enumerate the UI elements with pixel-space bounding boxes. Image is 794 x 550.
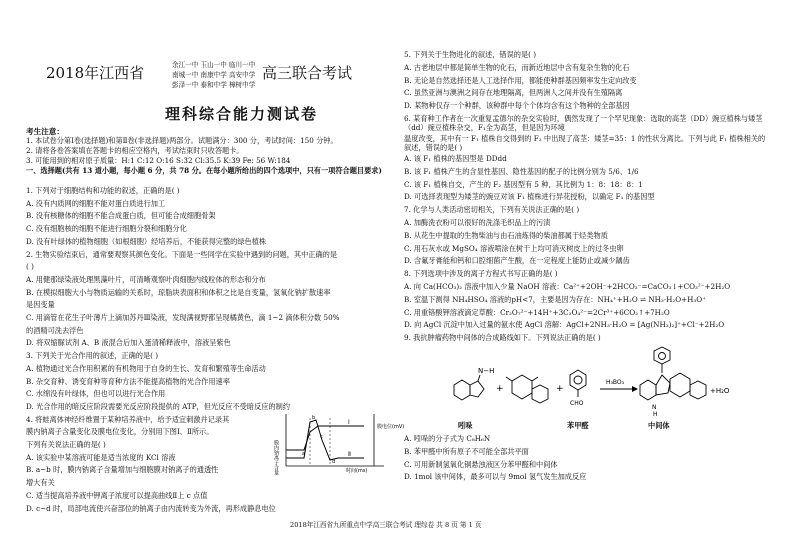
question-line: D. 光合作用的暗反应阶段需要光反应阶段提供的 ATP，但光反应不受暗反应的制约 [26, 401, 290, 411]
svg-text:H: H [653, 411, 658, 418]
point-a: a [302, 451, 306, 457]
question-line: B. a~b 时，膜内钠离子含量增加与细胞膜对钠离子的通透性 [26, 465, 219, 475]
question-line: A. 向 Ca(HCO₃)₂ 溶液中加入少量 NaOH 溶液：Ca²⁺+2OH⁻+2HCO₃⁻=CaCO₃↓+CO₃²⁻+2H₂O [404, 282, 731, 291]
question-line: D. 某物种仅存一个种群，该种群中每个个体均含有这个物种的全部基因 [404, 101, 630, 111]
plus-sign: + [556, 384, 564, 394]
question-line: A. 加酶洗衣粉可以很好的洗涤毛织品上的污渍 [404, 218, 551, 227]
school-row: 彭泽一中 泰和中学 樟树中学 [172, 81, 256, 89]
reaction-scheme [440, 345, 740, 425]
section-heading: 一、选择题(共有 13 道小题，每小题 6 分，共 78 分。在每小题所给出的四个选项中，只有一项符合题目要求) [26, 166, 382, 175]
question-line: C. 用石灰水或 MgSO₄ 溶液喷涂在树干上均可消灭树皮上的过冬虫卵 [404, 243, 624, 253]
intermediate-structure [640, 347, 706, 400]
question-line: B. 无论是自然选择还是人工选择作用，都能使种群基因频率发生定向改变 [404, 75, 637, 85]
question-line: A. 该 F₁ 植株的基因型是 DDdd [404, 154, 507, 163]
exam-subtitle: 理科综合能力测试卷 [165, 105, 319, 123]
question-line: D. 可选择表现型为矮茎的豌豆对该 F₁ 植株进行异花授粉，以确定 F₁ 的基因型 [404, 192, 655, 202]
curve-I-label: Ⅰ [348, 419, 350, 426]
question-line: A. 没有内质网的细胞不能对蛋白质进行加工 [26, 198, 166, 208]
question-line: B. 杂交育种、诱变育种等育种方法不能提高植物的光合作用速率 [26, 376, 230, 386]
question-line: 2. 生物实验结束后，通常要观察其颜色变化。下面是一些同学在实验中遇到的问题，其中正确的是 [26, 249, 338, 259]
notice-heading: 考生注意： [26, 127, 64, 136]
question-line: 是因变量 [26, 300, 55, 310]
question-line: C. 可用新制氢氧化铜悬浊液区分苯甲醛和中间体 [404, 459, 558, 469]
dioxane-structure [506, 375, 548, 403]
nh-label: N−H [478, 367, 495, 375]
point-b: b [312, 415, 316, 421]
curve-II-label: Ⅱ [348, 451, 351, 458]
question-line: B. 室温下测得 NH₄HSO₄ 溶液的pH<7，主要是因为存在：NH₄⁺+H₂O ⇌ NH₃·H₂O+H₃O⁺ [404, 294, 706, 304]
question-line: C. 该 F₁ 植株自交，产生的 F₂ 基因型有 5 种，其比例为 1：8：18：8：1 [404, 179, 643, 189]
school-row: 南城一中 南康中学 高安中学 [172, 71, 256, 79]
plus-sign: + [496, 384, 504, 394]
notice-item: 2. 请将各卷答案填在答题卡的相应空格内，考试结束时只收答题卡。 [26, 146, 244, 155]
question-line: A. 植物通过光合作用积累的有机物用于自身的生长、发育和繁殖等生命活动 [26, 363, 266, 373]
title-left: 2018年江西省 [46, 64, 145, 82]
question-line: B. 没有核糖体的细胞不能合成蛋白质，但可能合成细胞骨架 [26, 211, 216, 221]
water-label: +H₂O [710, 387, 730, 395]
question-line: 4. 将蛙离体神经纤维置于某种培养液中，给予适宜刺激并记录其 [26, 414, 230, 424]
membrane-potential-figure [273, 410, 405, 475]
question-line: C. 适当提高培养液中钾离子浓度可以提高曲线Ⅱ上 c 点值 [26, 490, 208, 500]
x-axis-label: 时间(ms) [346, 468, 368, 474]
question-line: D. 含氟牙膏能和钙和口腔细菌产生酸，在一定程度上能防止或减少龋齿 [404, 256, 630, 266]
point-d: d [332, 459, 336, 465]
benzaldehyde-structure [570, 370, 586, 397]
question-line: 6. 某育种工作者在一次重复孟德尔的杂交实验时，偶然发现了一个罕见现象：选取的高茎（DD）豌豆植株与矮茎（dd）豌豆植株杂交，F₁全为高茎，但是因为环境 [404, 114, 763, 132]
question-line: C. 用重铬酸钾溶液滴定草酸：Cr₂O₇²⁻+14H⁺+3C₂O₄²⁻=2Cr³⁺+6CO₂↑+7H₂O [404, 307, 670, 317]
cho-label: CHO [570, 400, 584, 407]
benzaldehyde-label: 苯甲醛 [567, 421, 589, 430]
notice-item: 1. 本试卷分第Ⅰ卷(选择题)和第Ⅱ卷(非选择题)两部分。试题满分：300 分，考试时间：150 分钟。 [26, 136, 338, 145]
point-c: c [320, 434, 323, 440]
question-line: B. 苯甲醛中所有原子不可能全部共平面 [404, 446, 529, 456]
school-row: 余江一中 玉山一中 临川一中 [172, 61, 256, 69]
question-line: D. c~d 时，局部电流使兴奋部位的钠离子由内流转变为外流，再形成静息电位 [26, 503, 276, 513]
question-line: B. 该 F₁ 植株产生的含显性基因、隐性基因的配子的比例分别为 5/6、1/6 [404, 166, 639, 176]
question-line: B. 在模拟细胞大小与物质运输的关系时，琼脂块表面积和体积之比是自变量，氢氧化钠扩散速率 [26, 287, 331, 297]
question-line: 的酒精可洗去浮色 [26, 325, 84, 335]
question-line: 1. 下列对于细胞结构和功能的叙述，正确的是( ) [26, 186, 180, 195]
y2-axis-label: 膜电位(mV) [377, 424, 405, 430]
question-line: C. 水绵没有叶绿体，但也可以进行光合作用 [26, 389, 166, 399]
title-right: 高三联合考试 [262, 64, 353, 82]
y-axis-label: 膜内钠离子含量 [273, 440, 279, 475]
question-line: 温度改变，其中有一 F₁ 植株自交得到的 F₂ 中出现了高茎：矮茎=35：1 的性状分离比。下列与此 F₁ 植株相关的叙述，错误的是( ) [404, 134, 766, 152]
question-line: C. 没有细胞核的细胞不能进行细胞分裂和细胞分化 [26, 224, 187, 234]
notice-item: 3. 可能用到的相对原子质量：H:1 C:12 O:16 S:32 Cl:35.5 K:39 Fe: 56 W:184 [26, 156, 291, 165]
question-line: A. 该实验中某溶液可能是适当浓度的 KCl 溶液 [26, 452, 176, 462]
intermediate-nh: N [652, 404, 657, 411]
question-line: D. 向 AgCl 沉淀中加入过量的氨水使 AgCl 溶解：AgCl+2NH₃·H₂O = [Ag(NH₃)₂]⁺+Cl⁻+2H₂O [404, 320, 725, 330]
question-line: A. 用健那绿染液处理黑藻叶片，可清晰观察叶肉细胞内线粒体的形态和分布 [26, 274, 266, 284]
question-line: D. 没有叶绿体的植物细胞（如根细胞）经培养后，不能获得完整的绿色植株 [26, 236, 267, 246]
question-line: B. 从花生中提取的生物柴油与由石油炼得的柴油都属于烃类物质 [404, 230, 608, 240]
question-line: 9. 我抗肿瘤药物中间体的合成路线如下。下列说法正确的是( ) [404, 333, 601, 343]
question-line: 增大有关 [26, 478, 55, 488]
question-line: D. 将双缩脲试剂 A、B 液混合后加入蛋清稀释液中，溶液呈紫色 [26, 338, 231, 348]
question-line: C. 虽然亚洲与澳洲之间存在地理隔离，但两洲人之间并没有生殖隔离 [404, 88, 623, 98]
question-line: 3. 下列关于光合作用的叙述，正确的是( ) [26, 351, 159, 361]
question-line: D. 1mol 该中间体，最多可以与 9mol 氢气发生加成反应 [404, 472, 587, 482]
question-line: A. 吲哚的分子式为 C₈H₆N [404, 434, 491, 443]
indole-structure [454, 375, 484, 400]
question-line: 下列有关说法正确的是( ) [26, 440, 106, 449]
question-line: 5. 下列关于生物进化的叙述，错误的是( ) [404, 50, 537, 59]
school-list [172, 60, 255, 90]
question-line: 膜内钠离子含量变化及膜电位变化，分别用下图Ⅰ、Ⅱ所示。 [26, 427, 214, 437]
indole-label: 吲哚 [458, 421, 473, 430]
question-line: C. 用滴管在花生子叶薄片上滴加苏丹Ⅲ染液，发现满视野都呈现橘黄色，滴 1~2 滴体积分数 50% [26, 313, 340, 322]
question-line: ( ) [26, 262, 34, 272]
intermediate-label: 中间体 [648, 421, 670, 430]
question-line: 8. 下列选项中涉及的离子方程式书写正确的是( ) [404, 269, 558, 279]
catalyst-label: H₃BO₃ [606, 379, 625, 386]
question-line: 7. 化学与人类活动密切相关，下列有关说法正确的是( ) [404, 205, 580, 215]
question-line: A. 古老地层中都是简单生物的化石，而新近地层中含有复杂生物的化石 [404, 62, 630, 72]
page-footer: 2018年江西省九所重点中学高三联合考试 理综卷 共 8 页 第 1 页 [290, 521, 482, 529]
